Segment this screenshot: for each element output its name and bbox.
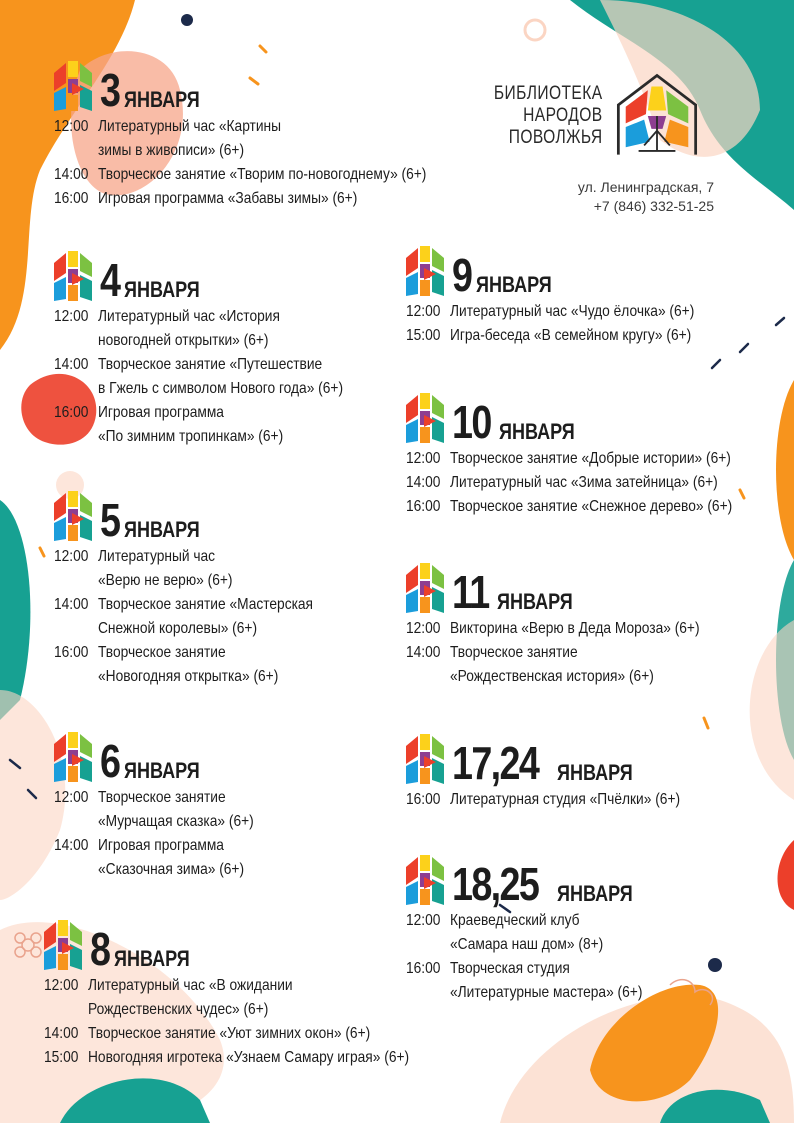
- event-time: 14:00: [54, 356, 89, 373]
- event-text: [88, 1046, 410, 1070]
- event-time: 16:00: [54, 404, 89, 421]
- day-heading: [54, 55, 408, 115]
- event-row: [54, 834, 408, 882]
- event-line: Литературный час «Зима затейница» (6+): [450, 474, 718, 491]
- library-logo-icon: [611, 70, 703, 162]
- event-text: [98, 305, 365, 353]
- day-heading: [54, 245, 408, 305]
- day-block: [54, 245, 408, 449]
- event-line: Творческая студия: [450, 960, 570, 977]
- event-line: Викторина «Верю в Деда Мороза» (6+): [450, 620, 700, 637]
- event-time: 12:00: [406, 620, 441, 637]
- event-time: 16:00: [54, 644, 89, 661]
- library-mini-logo-icon: [406, 734, 444, 784]
- event-line: Игровая программа «Забавы зимы» (6+): [98, 190, 358, 207]
- day-number: 3: [100, 64, 120, 116]
- event-row: [406, 447, 760, 471]
- day-number: 10: [452, 396, 491, 448]
- day-block: [406, 387, 760, 519]
- day-number: 11: [452, 566, 489, 618]
- event-line: Литературная студия «Пчёлки» (6+): [450, 791, 681, 808]
- event-line: Творческое занятие: [450, 644, 578, 661]
- address: ул. Ленинградская, 7: [577, 179, 714, 195]
- library-mini-logo-icon: [44, 920, 82, 970]
- library-mini-logo-icon: [54, 732, 92, 782]
- event-row: [54, 305, 408, 353]
- navy-dot-top: [181, 14, 193, 26]
- event-row: [54, 545, 408, 593]
- event-line: Новогодняя игротека «Узнаем Самару играя» (6+): [88, 1049, 410, 1066]
- event-text: [450, 617, 717, 641]
- day-number: 6: [100, 735, 120, 787]
- day-month: ЯНВАРЯ: [475, 272, 552, 297]
- event-line: Литературный час: [98, 548, 216, 565]
- event-row: [54, 187, 408, 211]
- event-line: Литературный час «Чудо ёлочка» (6+): [450, 303, 695, 320]
- library-name-line: НАРОДОВ: [523, 105, 603, 126]
- event-time: 12:00: [54, 548, 89, 565]
- event-time: 12:00: [406, 303, 441, 320]
- event-time: 12:00: [54, 789, 89, 806]
- day-heading: [406, 557, 760, 617]
- pink-ring-top: [525, 20, 545, 40]
- event-text: [450, 788, 717, 812]
- event-row: [44, 974, 398, 1022]
- day-month: ЯНВАРЯ: [499, 419, 575, 444]
- event-time: 12:00: [54, 308, 89, 325]
- event-time: 14:00: [54, 837, 89, 854]
- event-text: [450, 447, 731, 471]
- library-mini-logo-icon: [54, 61, 92, 111]
- day-month: ЯНВАРЯ: [123, 87, 200, 112]
- event-line: Творческое занятие «Творим по-новогоднему» (6+): [98, 166, 427, 183]
- event-row: [406, 300, 760, 324]
- event-line: Литературный час «История: [98, 308, 280, 325]
- event-row: [406, 617, 760, 641]
- event-line: Творческое занятие «Мастерская: [98, 596, 313, 613]
- event-line: «По зимним тропинкам» (6+): [98, 428, 284, 445]
- event-line: Творческое занятие «Уют зимних окон» (6+): [88, 1025, 371, 1042]
- library-mini-logo-icon: [54, 491, 92, 541]
- event-text: [450, 324, 717, 348]
- event-time: 14:00: [406, 474, 441, 491]
- day-heading: [54, 726, 408, 786]
- library-name-line: ПОВОЛЖЬЯ: [508, 127, 603, 148]
- library-mini-logo-icon: [406, 563, 444, 613]
- event-line: «Сказочная зима» (6+): [98, 861, 245, 878]
- day-month: ЯНВАРЯ: [496, 589, 573, 614]
- event-time: 15:00: [406, 327, 441, 344]
- phone: +7 (846) 332-51-25: [593, 198, 714, 214]
- event-text: [98, 545, 365, 593]
- event-text: [98, 163, 427, 187]
- event-line: Творческое занятие «Путешествие: [98, 356, 323, 373]
- event-line: Творческое занятие: [98, 789, 226, 806]
- event-text: [98, 834, 365, 882]
- event-line: Творческое занятие «Добрые истории» (6+): [450, 450, 731, 467]
- library-mini-logo-icon: [406, 855, 444, 905]
- library-name-line: БИБЛИОТЕКА: [493, 83, 603, 104]
- day-month: ЯНВАРЯ: [123, 517, 200, 542]
- event-row: [406, 788, 760, 812]
- event-line: зимы в живописи» (6+): [98, 142, 245, 159]
- day-heading: [406, 849, 760, 909]
- event-text: [98, 401, 365, 449]
- event-text: [98, 593, 365, 641]
- event-time: 12:00: [406, 912, 441, 929]
- event-row: [406, 957, 760, 1005]
- day-number: 5: [100, 494, 120, 546]
- library-mini-logo-icon: [406, 246, 444, 296]
- event-line: Игровая программа: [98, 404, 224, 421]
- day-block: [54, 726, 408, 882]
- library-mini-logo-icon: [54, 251, 92, 301]
- event-row: [54, 401, 408, 449]
- event-row: [54, 353, 408, 401]
- event-line: «Верю не верю» (6+): [98, 572, 233, 589]
- event-time: 12:00: [406, 450, 441, 467]
- day-block: [44, 914, 410, 1070]
- event-row: [54, 115, 408, 163]
- event-text: [98, 187, 365, 211]
- teal-blob-left: [0, 500, 30, 720]
- day-number: 17,24: [452, 737, 539, 789]
- day-month: ЯНВАРЯ: [113, 946, 190, 971]
- event-time: 16:00: [406, 960, 441, 977]
- event-row: [406, 495, 760, 519]
- event-line: новогодней открытки» (6+): [98, 332, 269, 349]
- event-time: 12:00: [44, 977, 79, 994]
- event-time: 14:00: [44, 1025, 79, 1042]
- event-row: [44, 1022, 398, 1046]
- event-row: [406, 641, 760, 689]
- event-line: Игра-беседа «В семейном кругу» (6+): [450, 327, 692, 344]
- event-line: Литературный час «В ожидании: [88, 977, 293, 994]
- day-block: [54, 55, 427, 211]
- event-row: [406, 471, 760, 495]
- event-line: «Новогодняя открытка» (6+): [98, 668, 279, 685]
- event-time: 15:00: [44, 1049, 79, 1066]
- event-row: [54, 786, 408, 834]
- event-line: Литературный час «Картины: [98, 118, 282, 135]
- event-time: 12:00: [54, 118, 89, 135]
- library-mini-logo-icon: [406, 393, 444, 443]
- day-number: 9: [452, 249, 472, 301]
- event-line: Рождественских чудес» (6+): [88, 1001, 269, 1018]
- red-blob-right: [778, 840, 794, 910]
- day-block: [406, 557, 760, 689]
- day-month: ЯНВАРЯ: [123, 277, 200, 302]
- event-row: [406, 324, 760, 348]
- event-row: [54, 593, 408, 641]
- event-time: 16:00: [406, 498, 441, 515]
- event-text: [98, 353, 365, 401]
- event-row: [54, 163, 427, 187]
- event-text: [98, 115, 365, 163]
- day-heading: [406, 387, 760, 447]
- day-month: ЯНВАРЯ: [557, 760, 633, 785]
- event-line: Творческое занятие: [98, 644, 226, 661]
- event-text: [88, 1022, 371, 1046]
- event-line: «Литературные мастера» (6+): [450, 984, 643, 1001]
- event-line: в Гжель с символом Нового года» (6+): [98, 380, 344, 397]
- day-month: ЯНВАРЯ: [557, 881, 633, 906]
- event-text: [98, 641, 365, 689]
- event-text: [88, 974, 355, 1022]
- event-text: [450, 641, 717, 689]
- event-line: Игровая программа: [98, 837, 224, 854]
- day-block: [54, 485, 408, 689]
- day-block: [406, 728, 760, 812]
- day-number: 8: [90, 923, 110, 975]
- event-text: [450, 495, 733, 519]
- day-number: 18,25: [452, 858, 539, 910]
- event-line: Творческое занятие «Снежное дерево» (6+): [450, 498, 733, 515]
- orange-blob-right: [776, 380, 794, 560]
- event-time: 14:00: [54, 596, 89, 613]
- event-line: «Мурчащая сказка» (6+): [98, 813, 254, 830]
- day-heading: [406, 240, 760, 300]
- day-block: [406, 240, 760, 348]
- event-line: Краеведческий клуб: [450, 912, 580, 929]
- event-row: [54, 641, 408, 689]
- event-row: [406, 909, 760, 957]
- day-heading: [44, 914, 398, 974]
- day-month: ЯНВАРЯ: [123, 758, 200, 783]
- event-line: «Рождественская история» (6+): [450, 668, 654, 685]
- event-text: [98, 786, 365, 834]
- event-time: 16:00: [406, 791, 441, 808]
- event-time: 14:00: [54, 166, 89, 183]
- contact-info: [578, 178, 714, 216]
- event-row: [44, 1046, 410, 1070]
- day-block: [406, 849, 760, 1005]
- event-text: [450, 957, 717, 1005]
- library-branding: [470, 70, 703, 162]
- event-line: Снежной королевы» (6+): [98, 620, 258, 637]
- event-time: 14:00: [406, 644, 441, 661]
- event-text: [450, 300, 717, 324]
- day-heading: [406, 728, 760, 788]
- library-name: [494, 83, 603, 149]
- event-text: [450, 471, 717, 495]
- event-line: «Самара наш дом» (8+): [450, 936, 604, 953]
- event-time: 16:00: [54, 190, 89, 207]
- day-heading: [54, 485, 408, 545]
- day-number: 4: [100, 254, 120, 306]
- event-text: [450, 909, 717, 957]
